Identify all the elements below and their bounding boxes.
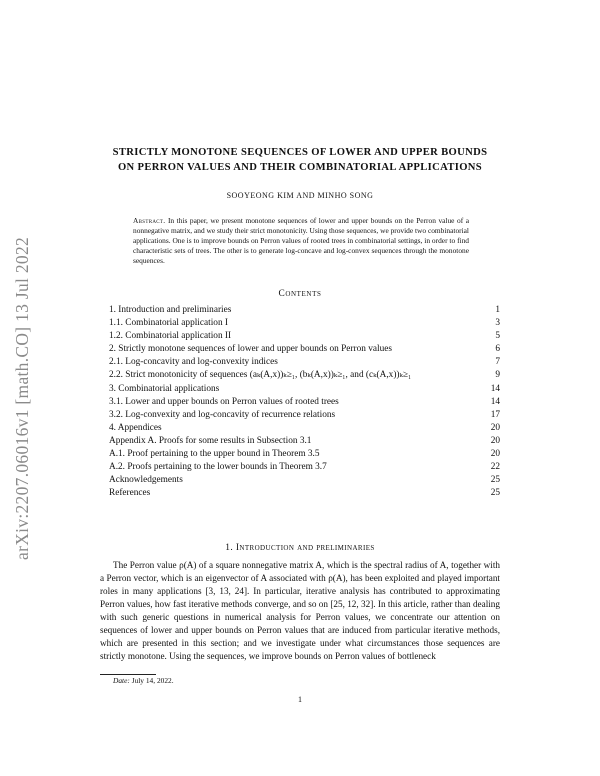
abstract-label: Abstract. bbox=[133, 216, 166, 225]
toc-entry-label: Acknowledgements bbox=[109, 475, 183, 486]
toc-entry[interactable] bbox=[109, 487, 500, 500]
toc-entry-label: Appendix A. Proofs for some results in Subsection 3.1 bbox=[109, 435, 312, 446]
toc-entry-label: 4. Appendices bbox=[109, 422, 162, 433]
toc-entry-page: 20 bbox=[490, 435, 500, 446]
section-1-heading: 1. Introduction and preliminaries bbox=[225, 543, 375, 553]
toc-entry-label: References bbox=[109, 488, 151, 499]
toc-entry-page: 22 bbox=[490, 462, 500, 473]
toc-entry[interactable] bbox=[109, 435, 500, 448]
arxiv-identifier-stamp: arXiv:2207.06016v1 [math.CO] 13 Jul 2022 bbox=[12, 236, 32, 560]
toc-entry[interactable] bbox=[109, 369, 500, 382]
toc-entry-page: 17 bbox=[490, 409, 500, 420]
toc-entry-page: 20 bbox=[490, 449, 500, 460]
toc-entry-page: 14 bbox=[490, 396, 500, 407]
toc-entry-label: A.2. Proofs pertaining to the lower bounds in Theorem 3.7 bbox=[109, 462, 327, 473]
toc-entry[interactable] bbox=[109, 330, 500, 343]
toc-entry[interactable] bbox=[109, 317, 500, 330]
table-of-contents bbox=[109, 304, 500, 500]
toc-entry-label: 2.1. Log-concavity and log-convexity indices bbox=[109, 357, 278, 368]
toc-entry-page: 20 bbox=[490, 422, 500, 433]
toc-entry-label: 3.2. Log-convexity and log-concavity of recurrence relations bbox=[109, 409, 336, 420]
title-line-2: ON PERRON VALUES AND THEIR COMBINATORIAL APPLICATIONS bbox=[117, 162, 483, 173]
footnote bbox=[113, 676, 174, 685]
toc-entry-label: 1.2. Combinatorial application II bbox=[109, 331, 232, 342]
footnote-label: Date: bbox=[113, 676, 130, 685]
toc-entry-page: 6 bbox=[495, 344, 500, 355]
toc-entry[interactable] bbox=[109, 383, 500, 396]
toc-entry[interactable] bbox=[109, 343, 500, 356]
body-paragraph: The Perron value ρ(A) of a square nonnegative matrix A, which is the spectral radius of A, together with a Perron vector, which is an eigenvector of A associated with ρ(A), has been exploited and played important roles in many applications [3, 13, 24]. In particular, iterative analysis has contributed to approximating Perron values, how fast iterative methods converge, and so on [25, 12, 32]. In this article, rather than dealing with such generic questions in numerical analysis for Perron values, we concentrate our attention on sequences of lower and upper bounds on Perron values that are induced from particular iterative methods, which are presented in this section; and we investigate under what circumstances those sequences are strictly monotone. Using the sequences, we improve bounds on Perron values of bottleneck bbox=[100, 560, 500, 662]
abstract bbox=[133, 216, 469, 266]
toc-entry[interactable] bbox=[109, 448, 500, 461]
toc-entry[interactable] bbox=[109, 396, 500, 409]
toc-entry[interactable] bbox=[109, 422, 500, 435]
toc-entry-label: 2.2. Strict monotonicity of sequences (aₖ(A,x))ₖ≥₁, (bₖ(A,x))ₖ≥₁, and (cₖ(A,x))ₖ≥₁ bbox=[109, 370, 412, 381]
toc-entry-page: 25 bbox=[490, 475, 500, 486]
toc-entry-label: A.1. Proof pertaining to the upper bound in Theorem 3.5 bbox=[109, 449, 320, 460]
toc-entry[interactable] bbox=[109, 409, 500, 422]
paper-title bbox=[80, 145, 520, 175]
toc-entry[interactable] bbox=[109, 461, 500, 474]
toc-entry-page: 7 bbox=[495, 357, 500, 368]
toc-entry-label: 3.1. Lower and upper bounds on Perron values of rooted trees bbox=[109, 396, 339, 407]
page-number: 1 bbox=[298, 695, 302, 704]
toc-entry-page: 25 bbox=[490, 488, 500, 499]
toc-entry-label: 1. Introduction and preliminaries bbox=[109, 305, 232, 315]
toc-entry-label: 1.1. Combinatorial application I bbox=[109, 318, 229, 329]
section-1-body bbox=[100, 559, 500, 663]
abstract-text: In this paper, we present monotone sequences of lower and upper bounds on the Perron value of a nonnegative matrix, and we study their strict monotonicity. Using those sequences, we provide two combinatorial applications. One is to improve bounds on Perron values of rooted trees in combinatorial settings, in order to find characteristic sets of trees. The other is to generate log-concave and log-convex sequences through the monotone sequences. bbox=[133, 216, 469, 266]
toc-entry-page: 14 bbox=[490, 383, 500, 394]
toc-entry-page: 3 bbox=[495, 318, 500, 329]
toc-entry[interactable] bbox=[109, 304, 500, 317]
footnote-divider bbox=[100, 674, 156, 675]
toc-entry-page: 1 bbox=[495, 305, 500, 315]
toc-entry-page: 9 bbox=[495, 370, 500, 381]
toc-entry[interactable] bbox=[109, 356, 500, 369]
title-line-1: STRICTLY MONOTONE SEQUENCES OF LOWER AND UPPER BOUNDS bbox=[112, 147, 488, 158]
toc-entry[interactable] bbox=[109, 474, 500, 487]
contents-heading: Contents bbox=[278, 289, 322, 299]
footnote-text: July 14, 2022. bbox=[131, 676, 174, 685]
toc-entry-label: 3. Combinatorial applications bbox=[109, 383, 220, 394]
toc-entry-page: 5 bbox=[495, 331, 500, 342]
authors: SOOYEONG KIM AND MINHO SONG bbox=[226, 191, 374, 200]
toc-entry-label: 2. Strictly monotone sequences of lower and upper bounds on Perron values bbox=[109, 344, 392, 355]
